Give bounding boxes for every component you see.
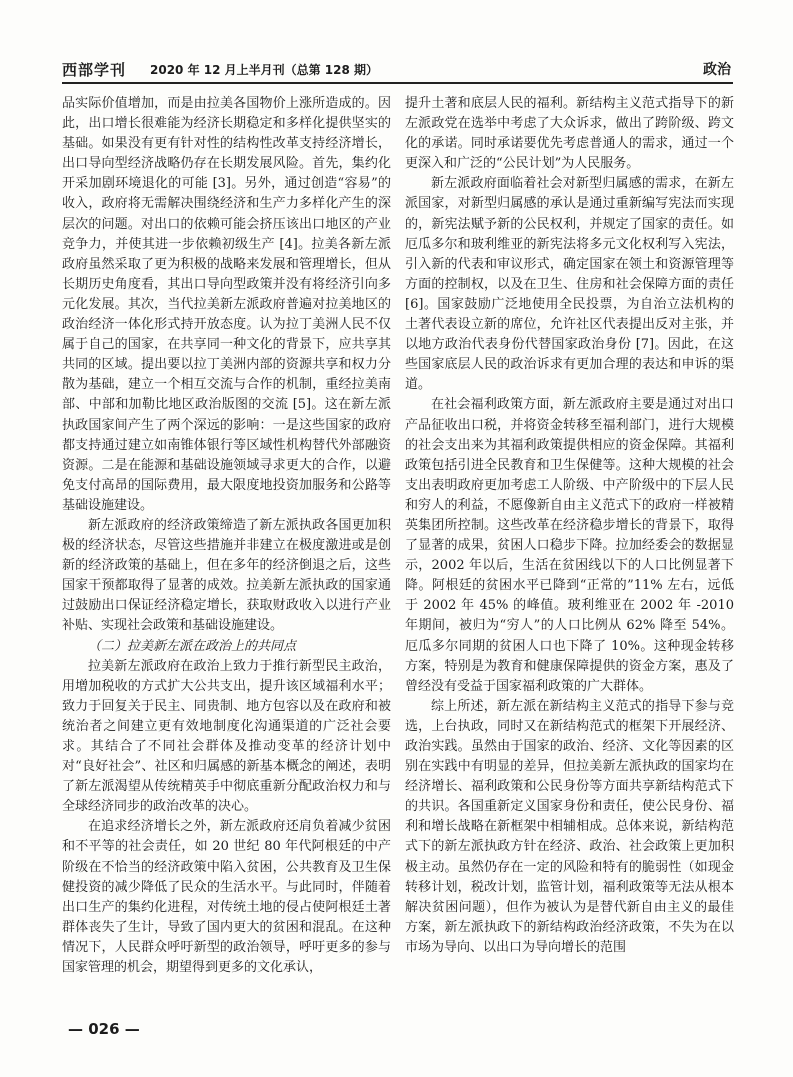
running-header <box>62 56 733 84</box>
journal-name: 西部学刊 <box>62 61 127 79</box>
paragraph: 提升土著和底层人民的福利。新结构主义范式指导下的新左派政党在选举中考虑了大众诉求，做出了跨阶级、跨文化的承诺。同时承诺要优先考虑普通人的需求，通过一个更深入和广泛的“公民计划”为人民服务。 <box>405 96 734 172</box>
section-subheading: （二）拉美新左派在政治上的共同点 <box>88 638 297 654</box>
paragraph: 在追求经济增长之外，新左派政府还肩负着减少贫困和不平等的社会责任，如 20 世纪 80 年代阿根廷的中产阶级在不恰当的经济政策中陷入贫困，公共教育及卫生保健投资的减少降低了民众的生活水平。与此同时，伴随着出口生产的集约化进程，对传统土地的侵占使阿根廷土著群体丧失了生计，导致了国内更大的贫困和混乱。在这种情况下，人民群众呼吁新型的政治领导，呼吁更多的参与国家管理的机会，期望得到更多的文化承认， <box>62 819 391 976</box>
paragraph: 在社会福利政策方面，新左派政府主要是通过对出口产品征收出口税，并将资金转移至福利部门，进行大规模的社会支出来为其福利政策提供相应的资金保障。其福利政策包括引进全民教育和卫生保健等。这种大规模的社会支出表明政府更加考虑工人阶级、中产阶级中的下层人民和穷人的利益，不愿像新自由主义范式下的政府一样被精英集团所控制。这些改革在经济稳步增长的背景下，取得了显著的成果，贫困人口稳步下降。拉加经委会的数据显示，2002 年以后，生活在贫困线以下的人口比例显著下降。阿根廷的贫困水平已降到“正常的”11% 左右，远低于 2002 年 45% 的峰值。玻利维亚在 2002 年 -2010 年期间，被归为“穷人”的人口比例从 62% 降至 54%。厄瓜多尔同期的贫困人口也下降了 10%。这种现金转移方案，特别是为教育和健康保障提供的资金方案，惠及了曾经没有受益于国家福利政策的广大群体。 <box>405 397 734 694</box>
paragraph: 拉美新左派政府在政治上致力于推行新型民主政治，用增加税收的方式扩大公共支出，提升该区域福利水平；致力于回复关于民主、同贵制、地方包容以及在政府和被统治者之间建立更有效地制度化沟通渠道的广泛社会要求。其结合了不同社会群体及推动变革的经济计划中对“良好社会”、社区和归属感的新基本概念的阐述，表明了新左派渴望从传统精英手中彻底重新分配政治权力和与全球经济同步的政治改革的决心。 <box>62 658 391 815</box>
paragraph: 品实际价值增加，而是由拉美各国物价上涨所造成的。因此，出口增长很难能为经济长期稳定和多样化提供坚实的基础。如果没有更有针对性的结构性改革支持经济增长，出口导向型经济战略仍存在长期发展风险。首先，集约化开采加剧环境退化的可能 [3]。另外，通过创造“容易”的收入，政府将无需解决围绕经济和生产力多样化产生的深层次的问题。对出口的依赖可能会挤压该出口地区的产业竞争力，并使其进一步依赖初级生产 [4]。拉美各新左派政府虽然采取了更为积极的战略来发展和管理增长，但从长期历史角度看，其出口导向型政策并没有将经济引向多元化发展。其次，当代拉美新左派政府普遍对拉美地区的政治经济一体化形式持开放态度。认为拉丁美洲人民不仅属于自己的国家，在共享同一种文化的背景下，应共享其共同的区域。提出要以拉丁美洲内部的资源共享和权力分散为基础，建立一个相互交流与合作的机制，重经拉美南部、中部和加勒比地区政治版图的交流 [5]。这在新左派执政国家间产生了两个深远的影响：一是这些国家的政府都支持通过建立如南锥体银行等区域性机构替代外部融资资源。二是在能源和基础设施领域寻求更大的合作，以避免支付高昂的国际费用，最大限度地投资加服务和公路等基础设施建设。 <box>62 96 391 513</box>
right-column <box>405 94 734 1034</box>
page-number: — 026 — <box>68 1020 140 1038</box>
paragraph: 新左派政府面临着社会对新型归属感的需求，在新左派国家，对新型归属感的承认是通过重新编写宪法而实现的，新宪法赋予新的公民权利，并规定了国家的责任。如厄瓜多尔和玻利维亚的新宪法将多元文化权利写入宪法，引入新的代表和审议形式，确定国家在领土和资源管理等方面的控制权，以及在卫生、住房和社会保障方面的责任 [6]。国家鼓励广泛地使用全民投票，为自治立法机构的土著代表设立新的席位，允许社区代表提出反对主张，并以地方政治代表身份代替国家政治身份 [7]。因此，在这些国家底层人民的政治诉求有更加合理的表达和申诉的渠道。 <box>405 176 734 393</box>
section-label: 政治 <box>703 62 731 78</box>
issue-info: 2020 年 12 月上半月刊（总第 128 期） <box>150 63 379 77</box>
paragraph: 新左派政府的经济政策缔造了新左派执政各国更加积极的经济状态，尽管这些措施并非建立在极度激进或是创新的经济政策的基础上，但在多年的经济倒退之后，这些国家干预都取得了显著的成效。拉美新左派执政的国家通过鼓励出口保证经济稳定增长，获取财政收入以进行产业补贴、实现社会政策和基础设施建设。 <box>62 517 391 634</box>
left-column <box>62 94 391 1034</box>
paragraph: 综上所述，新左派在新结构主义范式的指导下参与竞选，上台执政，同时又在新结构范式的框架下开展经济、政治实践。虽然由于国家的政治、经济、文化等因素的区别在实践中有明显的差异，但拉美新左派执政的国家均在经济增长、福利政策和公民身份等方面共享新结构范式下的共识。各国重新定义国家身份和责任，使公民身份、福利和增长战略在新框架中相辅相成。总体来说，新结构范式下的新左派执政方针在经济、政治、社会政策上更加积极主动。虽然仍存在一定的风险和特有的脆弱性（如现金转移计划，税改计划，监管计划，福利政策等无法从根本解决贫困问题），但作为被认为是替代新自由主义的最佳方案，新左派执政下的新结构政治经济政策，不失为在以市场为导向、以出口为导向增长的范围 <box>405 698 734 955</box>
